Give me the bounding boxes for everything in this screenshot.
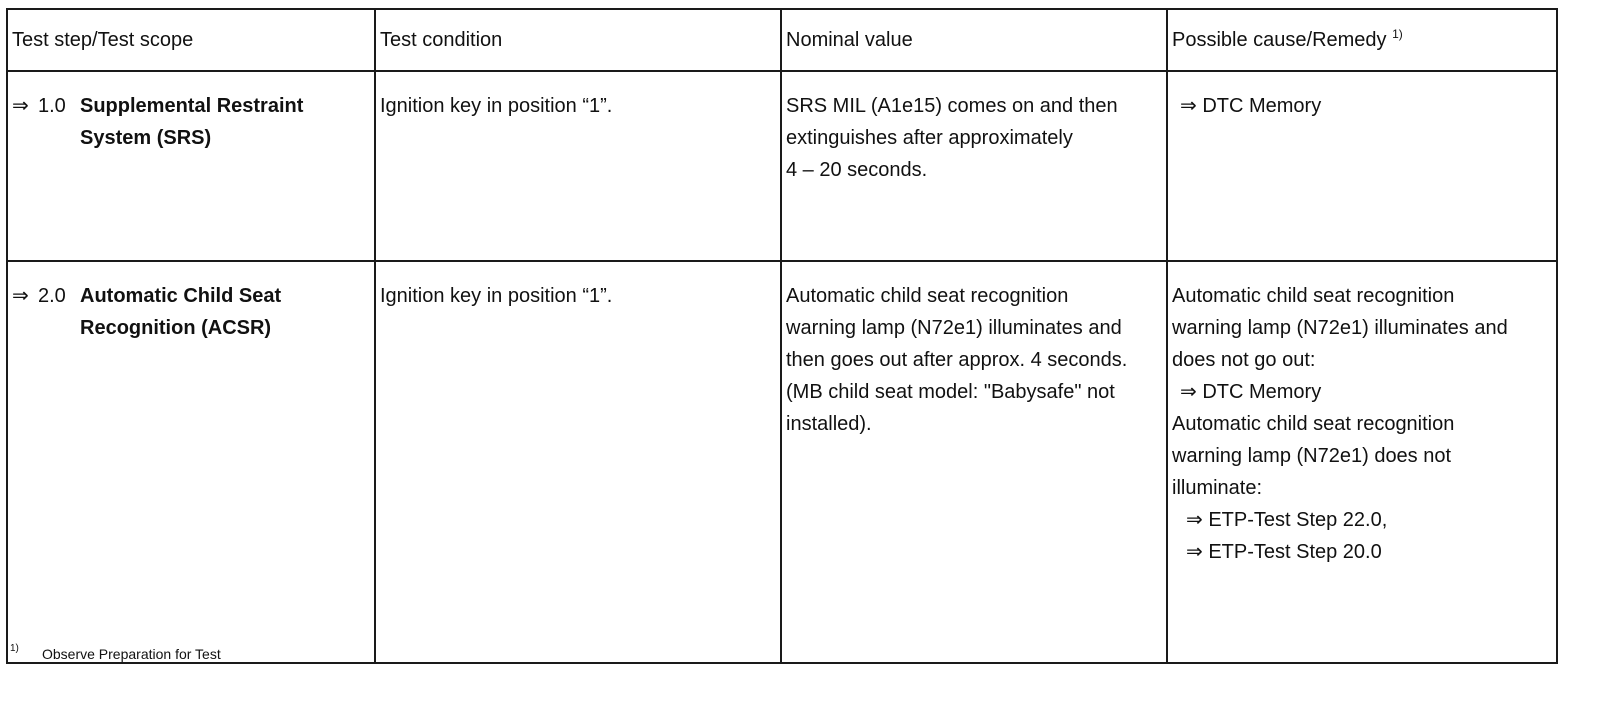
cell-nominal-value (781, 261, 1167, 663)
table-row (7, 261, 1557, 663)
header-test-step (7, 9, 375, 71)
nominal-line: Automatic child seat recognition (786, 285, 1069, 307)
remedy-line: warning lamp (N72e1) illuminates and (1172, 317, 1508, 339)
document-sheet (6, 8, 1598, 664)
header-test-step-label: Test step/Test scope (12, 29, 194, 51)
remedy-line: Automatic child seat recognition (1172, 285, 1455, 307)
step-number: 2.0 (38, 285, 66, 307)
test-table (6, 8, 1558, 664)
step-title-line: Recognition (ACSR) (80, 317, 272, 339)
cell-nominal-value (781, 71, 1167, 261)
condition-text: Ignition key in position “1”. (380, 285, 613, 307)
remedy-line: ⇒ ETP-Test Step 22.0, (1186, 509, 1388, 531)
remedy-line: ⇒ DTC Memory (1180, 95, 1322, 117)
nominal-line: (MB child seat model: "Babysafe" not (786, 381, 1115, 403)
step-number: 1.0 (38, 95, 66, 117)
remedy-line: Automatic child seat recognition (1172, 413, 1455, 435)
cell-remedy (1167, 71, 1557, 261)
condition-text: Ignition key in position “1”. (380, 95, 613, 117)
remedy-line: ⇒ ETP-Test Step 20.0 (1186, 541, 1382, 563)
cell-test-condition (375, 71, 781, 261)
nominal-line: then goes out after approx. 4 seconds. (786, 349, 1128, 371)
step-title (80, 90, 370, 154)
header-possible-cause-label: Possible cause/Remedy (1172, 29, 1387, 51)
nominal-line: installed). (786, 413, 872, 435)
footnote (10, 643, 221, 662)
header-possible-cause (1167, 9, 1557, 71)
footnote-marker: 1) (10, 643, 19, 654)
cell-test-step (7, 71, 375, 261)
step-title-line: System (SRS) (80, 127, 212, 149)
step-title (80, 280, 370, 344)
arrow-icon: ⇒ (12, 285, 29, 307)
header-test-condition (375, 9, 781, 71)
step-title-line: Supplemental Restraint (80, 95, 304, 117)
nominal-line: 4 – 20 seconds. (786, 159, 928, 181)
remedy-line: illuminate: (1172, 477, 1263, 499)
remedy-line: warning lamp (N72e1) does not (1172, 445, 1452, 467)
footnote-text: Observe Preparation for Test (42, 646, 221, 662)
header-nominal-value-label: Nominal value (786, 29, 913, 51)
header-footnote-marker: 1) (1392, 27, 1403, 41)
remedy-line: does not go out: (1172, 349, 1316, 371)
cell-test-step (7, 261, 375, 663)
nominal-line: extinguishes after approximately (786, 127, 1073, 149)
arrow-icon: ⇒ (12, 95, 29, 117)
nominal-line: warning lamp (N72e1) illuminates and (786, 317, 1122, 339)
table-row (7, 71, 1557, 261)
table-header-row (7, 9, 1557, 71)
nominal-line: SRS MIL (A1e15) comes on and then (786, 95, 1118, 117)
cell-test-condition (375, 261, 781, 663)
remedy-line: ⇒ DTC Memory (1180, 381, 1322, 403)
cell-remedy (1167, 261, 1557, 663)
step-title-line: Automatic Child Seat (80, 285, 282, 307)
header-nominal-value (781, 9, 1167, 71)
header-test-condition-label: Test condition (380, 29, 503, 51)
